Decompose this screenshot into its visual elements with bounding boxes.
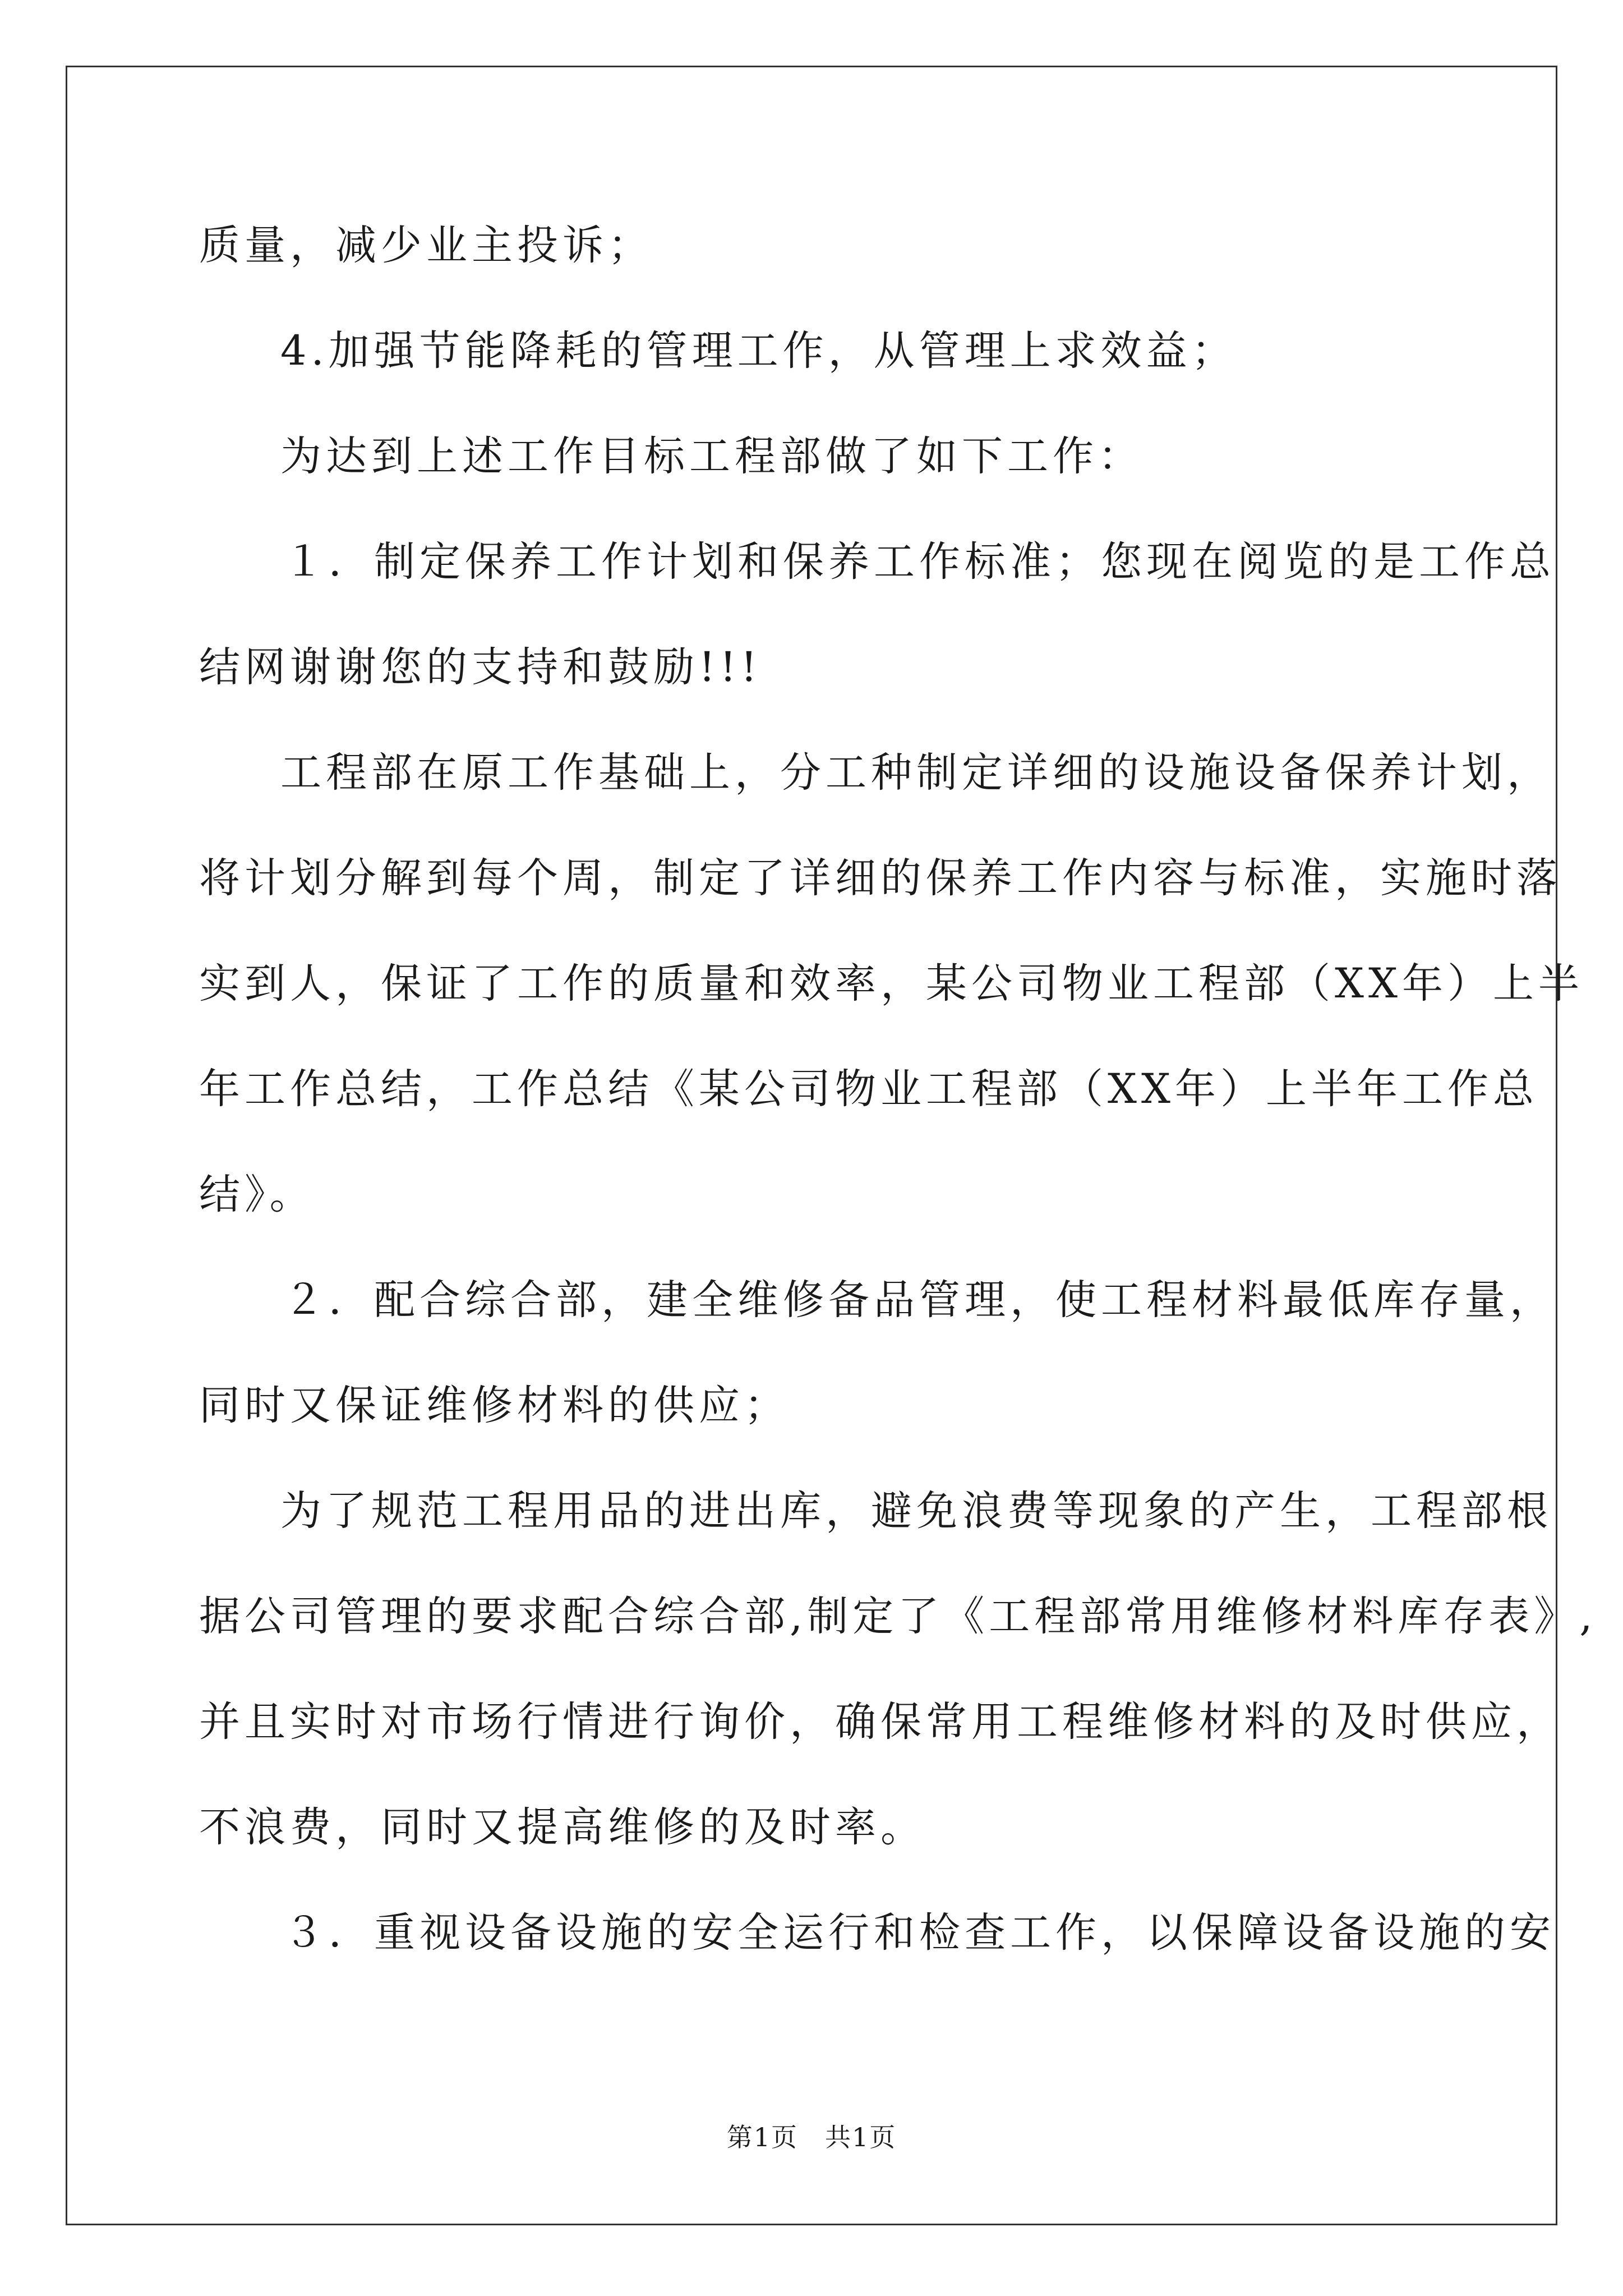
text-line: 4.加强节能降耗的管理工作，从管理上求效益； (280, 327, 1237, 375)
text-line: ３．重视设备设施的安全运行和检查工作，以保障设备设施的安 (283, 1909, 1555, 1957)
text-line: 为达到上述工作目标工程部做了如下工作： (280, 432, 1144, 480)
text-line: 结》。 (199, 1171, 315, 1218)
text-line: 实到人，保证了工作的质量和效率，某公司物业工程部（XX年）上半 (199, 960, 1584, 1007)
text-line: 并且实时对市场行情进行询价，确保常用工程维修材料的及时供应， (199, 1698, 1562, 1746)
text-line: 为了规范工程用品的进出库，避免浪费等现象的产生，工程部根 (280, 1487, 1552, 1535)
text-line: 工程部在原工作基础上，分工种制定详细的设施设备保养计划， (280, 749, 1552, 797)
document-body (199, 219, 1597, 2012)
text-line: 年工作总结，工作总结《某公司物业工程部（XX年）上半年工作总 (199, 1065, 1538, 1113)
text-line: 据公司管理的要求配合综合部,制定了《工程部常用维修材料库存表》, (199, 1593, 1597, 1640)
page-footer: 第1页 共1页 (726, 2122, 897, 2152)
text-line: 将计划分解到每个周，制定了详细的保养工作内容与标准，实施时落 (199, 854, 1562, 902)
text-line: １．制定保养工作计划和保养工作标准；您现在阅览的是工作总 (283, 538, 1555, 586)
text-line: 质量，减少业主投诉； (199, 222, 653, 269)
text-line: 同时又保证维修材料的供应； (199, 1382, 790, 1429)
text-line: 结网谢谢您的支持和鼓励!!! (199, 643, 762, 691)
text-line: ２．配合综合部，建全维修备品管理，使工程材料最低库存量， (283, 1276, 1555, 1324)
text-line: 不浪费，同时又提高维修的及时率。 (199, 1803, 926, 1851)
